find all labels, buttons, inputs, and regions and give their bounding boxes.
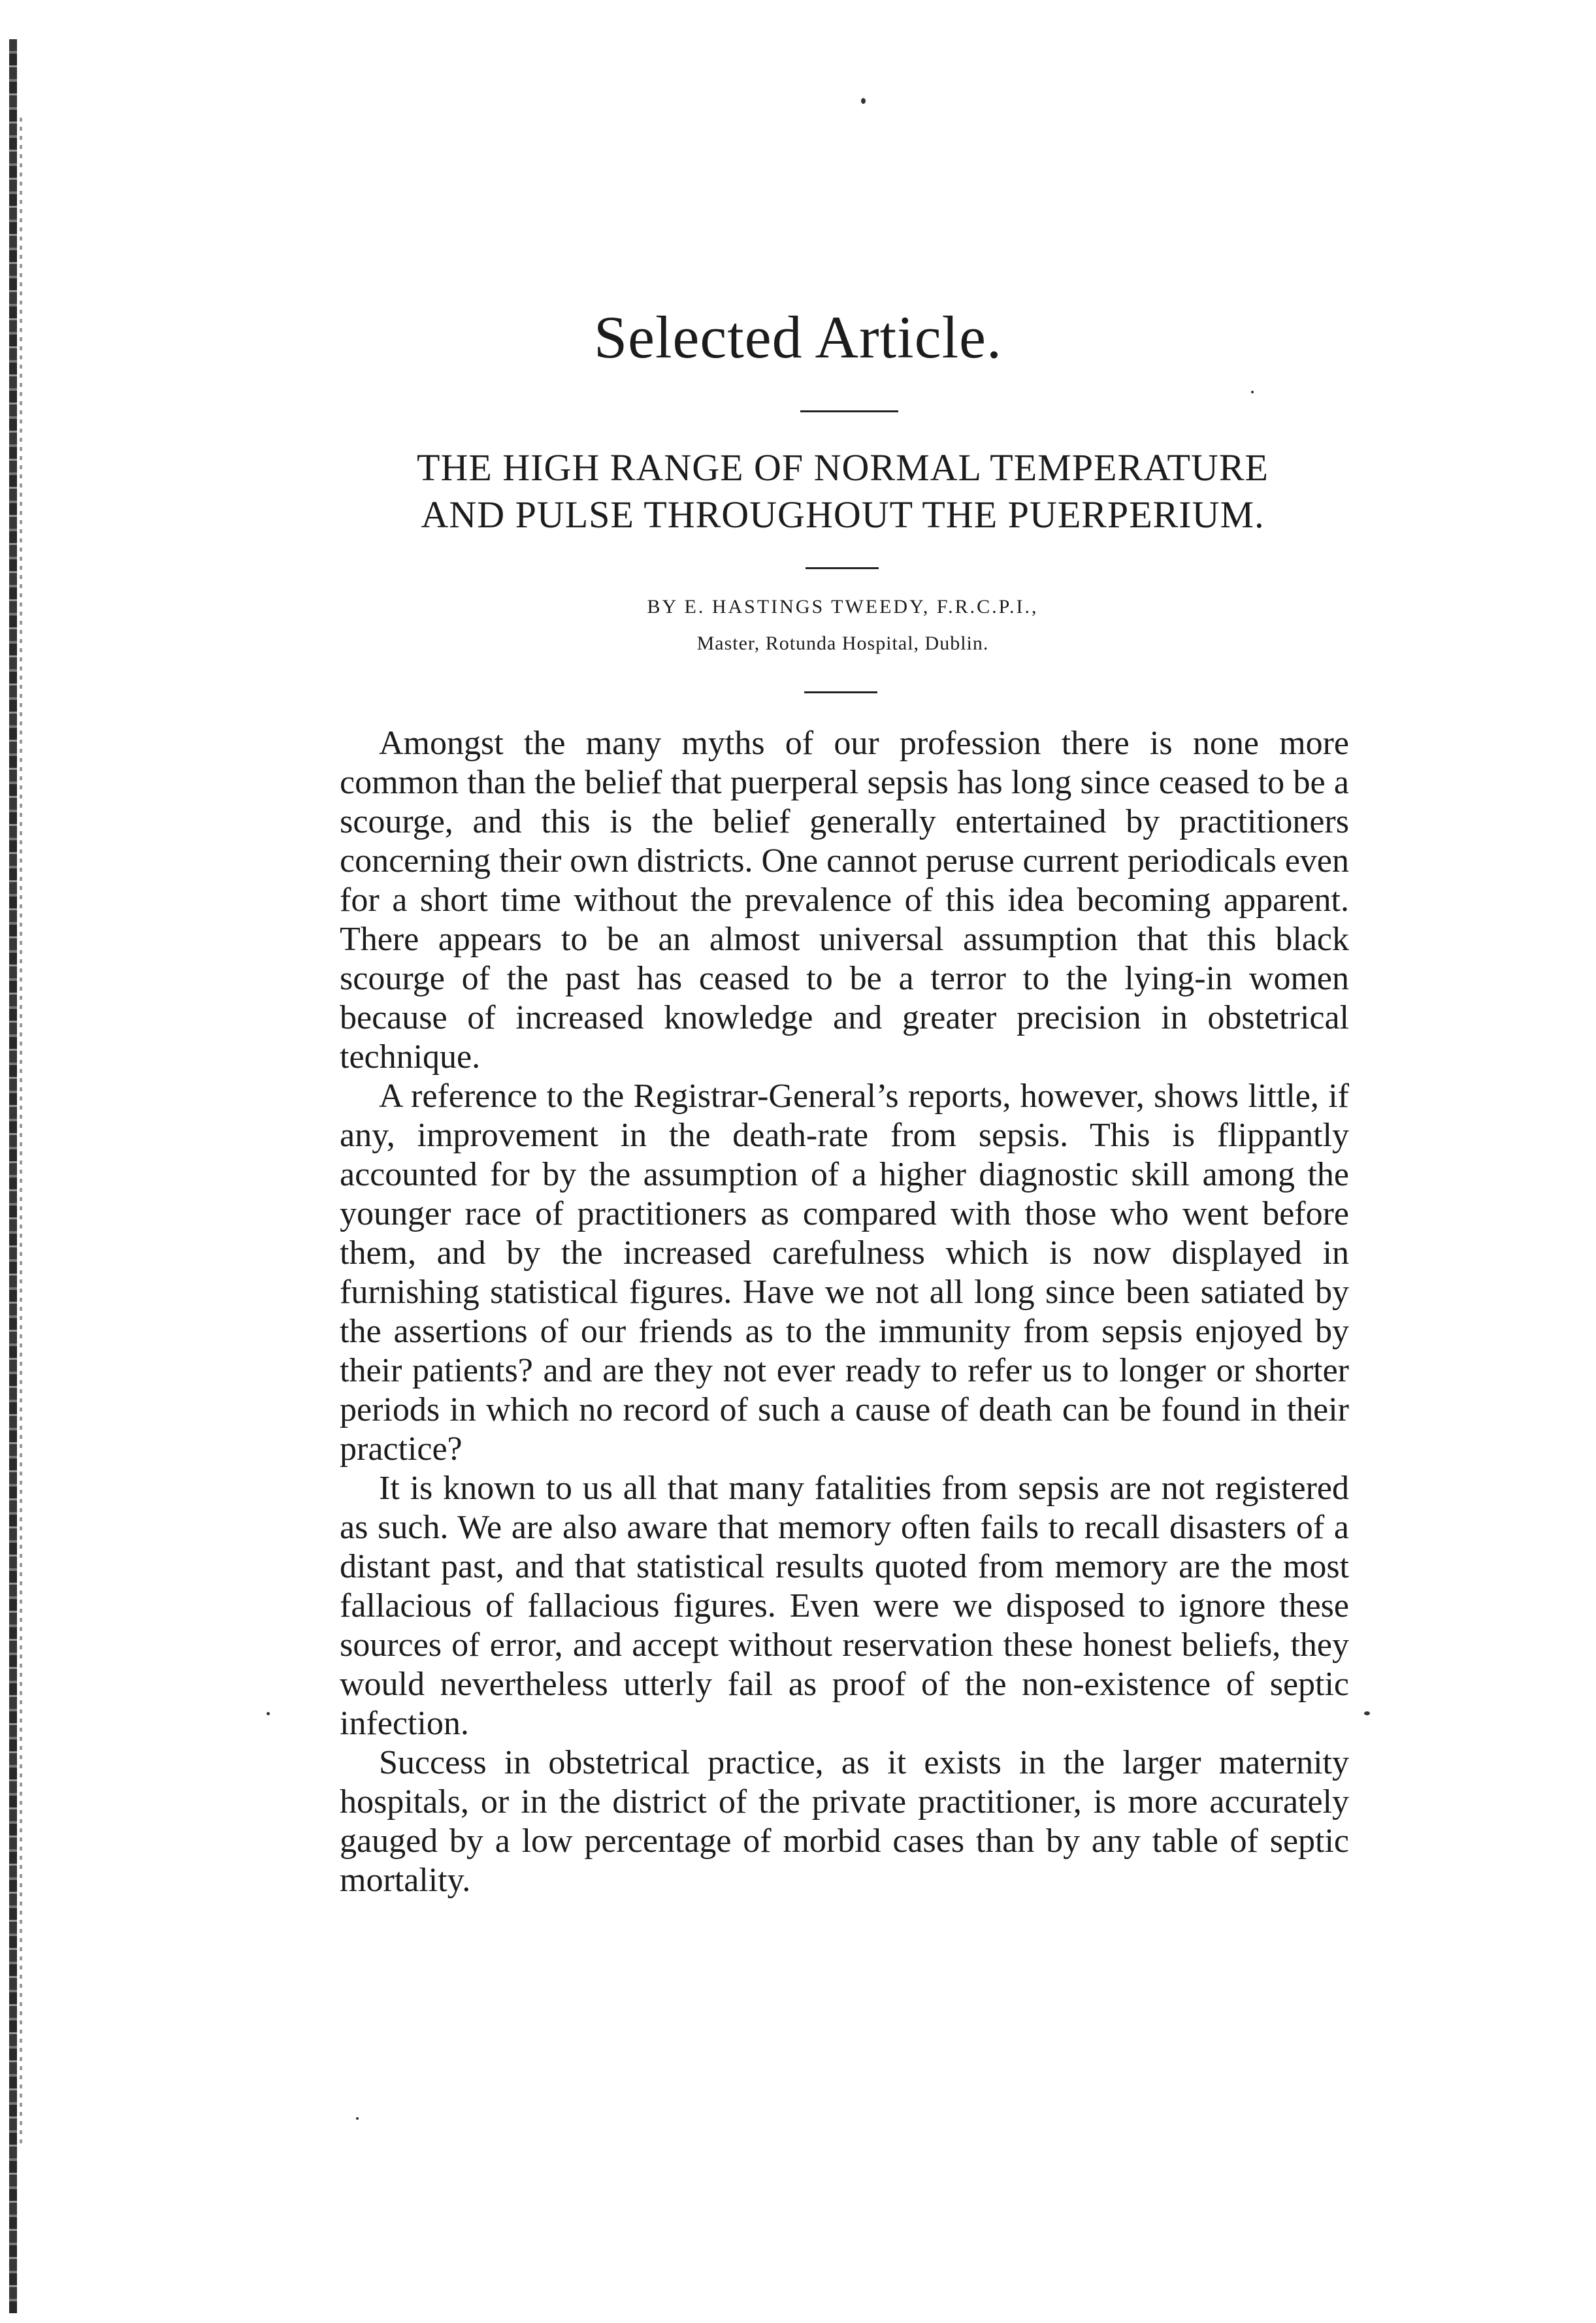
- title-rule-bottom: [804, 691, 877, 693]
- scan-speck: [861, 98, 866, 104]
- body-paragraph: Amongst the many myths of our profession there is none more common than the belief that puerperal sepsis has long since ceased to be a scourge, and this is the belief generally entertained by practitioners concerning their own districts. One cannot peruse current periodicals even for a short time without the prevalence of this idea becoming apparent. There appears to be an almost universal assumption that this black scourge of the past has ceased to be a terror to the lying-in women because of increased knowledge and greater precision in obstetrical technique.: [340, 725, 1349, 1076]
- scan-speck: [1364, 1711, 1370, 1715]
- body-paragraph: It is known to us all that many fatalities from sepsis are not registered as such. We are also aware that memory often fails to recall disasters of a distant past, and that statistical results quoted from memory are the most fallacious of fallacious figures. Even were we disposed to ignore these sources of error, and accept without reservation these honest beliefs, they would nevertheless utterly fail as proof of the non-existence of septic infection.: [340, 1470, 1349, 1742]
- title-rule-top: [800, 410, 898, 412]
- binding-edge-shadow: [20, 118, 22, 2143]
- body-paragraph: Success in obstetrical practice, as it exists in the larger maternity hospitals, or in the district of the private practitioner, is more accurately gauged by a low percentage of morbid cases than by any table of septic mortality.: [340, 1744, 1349, 1899]
- body-paragraph: A reference to the Registrar-General’s reports, however, shows little, if any, improvement in the death-rate from sepsis. This is flippantly accounted for by the assumption of a higher diagnostic skill among the younger race of practitioners as compared with those who went before them, and by the increased carefulness which is now displayed in furnishing statistical figures. Have we not all long since been satiated by the assertions of our friends as to the immunity from sepsis enjoyed by their patients? and are they not ever ready to refer us to longer or shorter periods in which no record of such a cause of death can be found in their practice?: [340, 1078, 1349, 1468]
- author-affiliation: Master, Rotunda Hospital, Dublin.: [696, 633, 989, 654]
- scan-speck: [267, 1712, 270, 1715]
- scan-speck: [356, 2117, 359, 2120]
- article-body: [340, 724, 1349, 1900]
- scan-speck: [1251, 391, 1254, 393]
- article-title-line-1: THE HIGH RANGE OF NORMAL TEMPERATURE: [417, 446, 1269, 489]
- title-rule-middle: [806, 567, 879, 569]
- article-title: [320, 444, 1365, 538]
- binding-edge: [9, 39, 17, 2313]
- article-title-line-2: AND PULSE THROUGHOUT THE PUERPERIUM.: [421, 493, 1265, 536]
- section-heading: Selected Article.: [594, 304, 1002, 371]
- author-byline: BY E. HASTINGS TWEEDY, F.R.C.P.I.,: [647, 596, 1039, 618]
